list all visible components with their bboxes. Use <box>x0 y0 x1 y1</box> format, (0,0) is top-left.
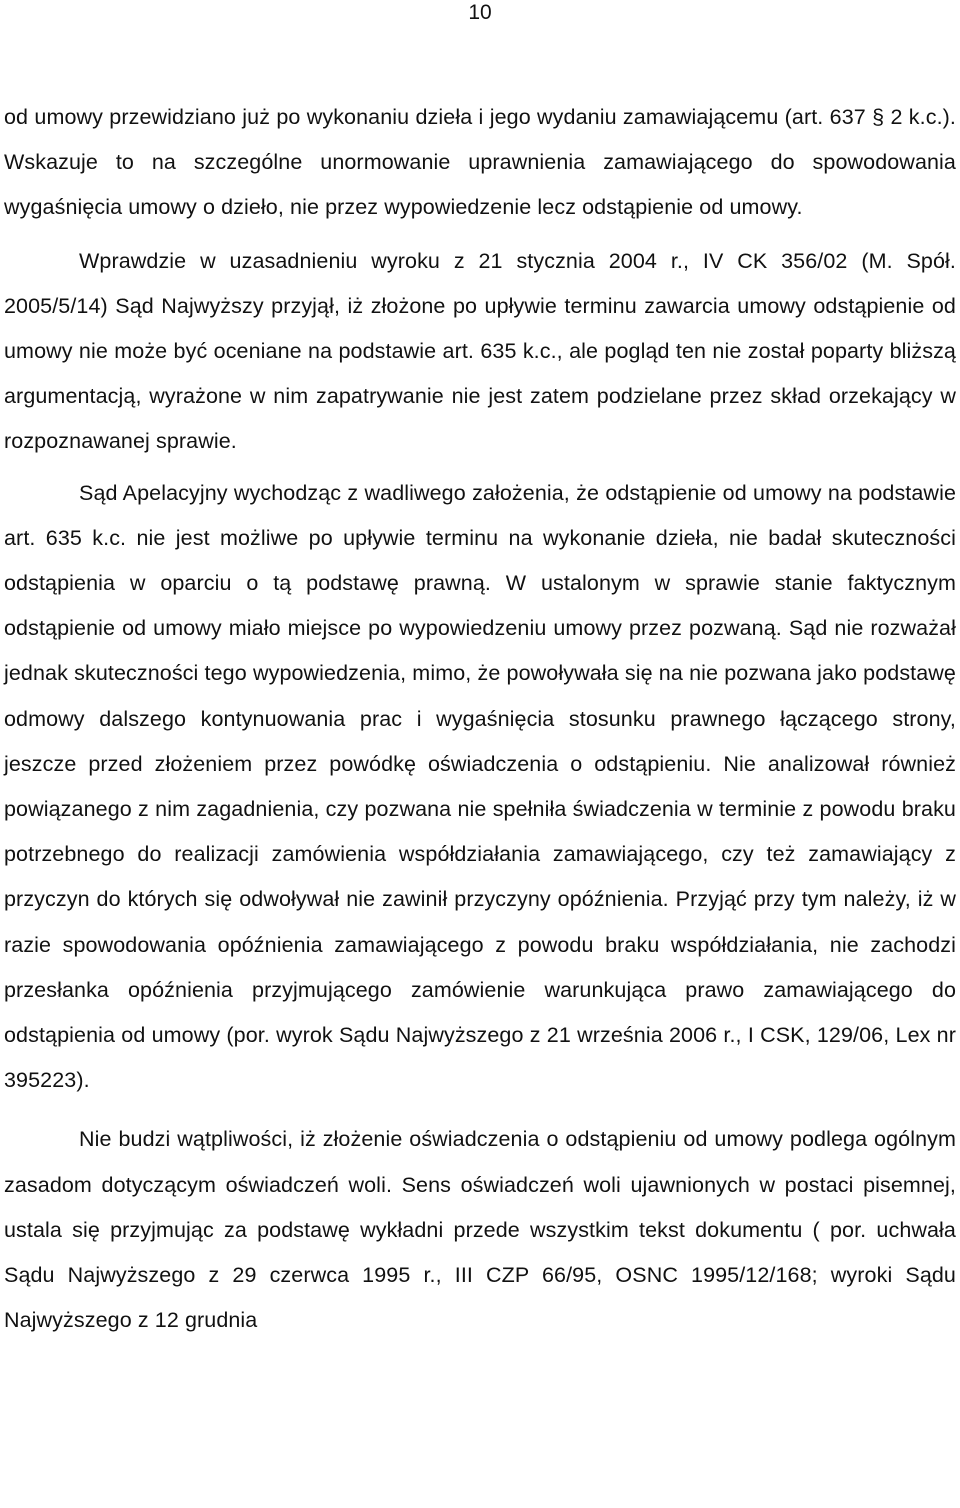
paragraph-continuation: od umowy przewidziano już po wykonaniu dzieła i jego wydaniu zamawiającemu (art. 637 § 2 k.c.). Wskazuje to na szczególne unormowanie uprawnienia zamawiającego do spowodowania wygaśnięcia umowy o dzieło, nie przez wypowiedzenie lecz odstąpienie od umowy. <box>4 105 956 220</box>
page-number: 10 <box>468 1 492 24</box>
paragraph-supreme-court-2004: Wprawdzie w uzasadnieniu wyroku z 21 stycznia 2004 r., IV CK 356/02 (M. Spół. 2005/5/14) Sąd Najwyższy przyjął, iż złożone po upływie terminu zawarcia umowy odstąpienie od umowy nie może być oceniane na podstawie art. 635 k.c., ale pogląd ten nie został poparty bliższą argumentacją, wyrażone w nim zapatrywanie nie jest zatem podzielane przez skład orzekający w rozpoznawanej sprawie. <box>4 248 956 454</box>
paragraph-court-of-appeal: Sąd Apelacyjny wychodząc z wadliwego założenia, że odstąpienie od umowy na podstawie art. 635 k.c. nie jest możliwe po upływie terminu na wykonanie dzieła, nie badał skuteczności odstąpienia w oparciu o tą podstawę prawną. W ustalonym w sprawie stanie faktycznym odstąpienie od umowy miało miejsce po wypowiedzeniu umowy przez pozwaną. Sąd nie rozważał jednak skuteczności tego wypowiedzenia, mimo, że powoływała się na nie pozwana jako podstawę odmowy dalszego kontynuowania prac i wygaśnięcia stosunku prawnego łączącego strony, jeszcze przed złożeniem przez powódkę oświadczenia o odstąpieniu. Nie analizował również powiązanego z nim zagadnienia, czy pozwana nie spełniła świadczenia w terminie z powodu braku potrzebnego do realizacji zamówienia współdziałania zamawiającego, czy też zamawiający z przyczyn do których się odwoływał nie zawinił przyczyny opóźnienia. Przyjąć przy tym należy, iż w razie spowodowania opóźnienia zamawiającego z powodu braku współdziałania, nie zachodzi przesłanka opóźnienia przyjmującego zamówienie warunkująca prawo zamawiającego do odstąpienia od umowy (por. wyrok Sądu Najwyższego z 21 września 2006 r., I CSK, 129/06, Lex nr 395223). <box>4 480 956 1093</box>
document-body <box>4 95 956 1343</box>
paragraph-declaration-of-will: Nie budzi wątpliwości, iż złożenie oświadczenia o odstąpieniu od umowy podlega ogólnym zasadom dotyczącym oświadczeń woli. Sens oświadczeń woli ujawnionych w postaci pisemnej, ustala się przyjmując za podstawę wykładni przede wszystkim tekst dokumentu ( por. uchwała Sądu Najwyższego z 29 czerwca 1995 r., III CZP 66/95, OSNC 1995/12/168; wyroki Sądu Najwyższego z 12 grudnia <box>4 1127 956 1333</box>
